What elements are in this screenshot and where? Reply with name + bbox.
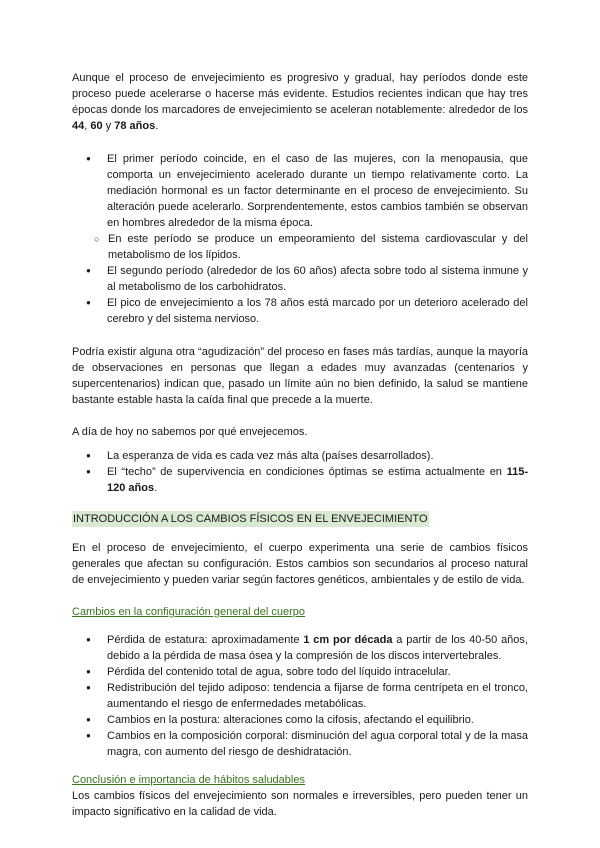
list-item: ● Pérdida de estatura: aproximadamente 1 cm por década a partir de los 40-50 años, debido a la pérdida de masa ósea y la compresión de los discos intervertebrales. <box>72 632 528 664</box>
list-item: ● El pico de envejecimiento a los 78 años está marcado por un deterioro acelerado del cerebro y del sistema nervioso. <box>72 295 528 327</box>
paragraph: A día de hoy no sabemos por qué envejecemos. <box>72 426 308 438</box>
paragraph: Podría existir alguna otra “agudización” del proceso en fases más tardías, aunque la mayoría de observaciones en personas que llegan a edades muy avanzadas (centenarios y supercentenarios) indican que, pasado un límite aún no bien definido, la salud se mantiene bastante estable hasta la caída final que precede a la muerte. <box>72 346 528 406</box>
section-heading: INTRODUCCIÓN A LOS CAMBIOS FÍSICOS EN EL ENVEJECIMIENTO <box>73 513 428 525</box>
physical-changes-list <box>72 632 528 760</box>
subheading-body-changes: Cambios en la configuración general del cuerpo <box>72 606 305 618</box>
list-item: ● Pérdida del contenido total de agua, sobre todo del líquido intracelular. <box>72 664 528 680</box>
list-item: ● Cambios en la composición corporal: disminución del agua corporal total y de la masa magra, con aumento del riesgo de deshidratación. <box>72 728 528 760</box>
list-item: ● El primer período coincide, en el caso de las mujeres, con la menopausia, que comporta un envejecimiento acelerado durante un tiempo relativamente corto. La mediación hormonal es un factor determinante en el proceso de envejecimiento. Su alteración puede acelerarlo. Sorprendentemente, estos cambios también se observan en hombres alrededor de la misma época. ○ En este período se produce un empeoramiento del sistema cardiovascular y del metabolismo de los lípidos. <box>72 151 528 263</box>
list-item: ● El “techo” de supervivencia en condiciones óptimas se estima actualmente en 115-120 años. <box>72 464 528 496</box>
section-paragraph: En el proceso de envejecimiento, el cuerpo experimenta una serie de cambios físicos generales que afectan su configuración. Estos cambios son secundarios al proceso natural de envejecimiento y pueden variar según factores genéticos, ambientales y de estilo de vida. <box>72 542 528 586</box>
subheading-conclusion: Conclusión e importancia de hábitos saludables <box>72 774 305 786</box>
list-item: ● Cambios en la postura: alteraciones como la cifosis, afectando el equilibrio. <box>72 712 528 728</box>
list-item: ○ En este período se produce un empeoramiento del sistema cardiovascular y del metabolismo de los lípidos. <box>72 231 528 263</box>
list-item: ● La esperanza de vida es cada vez más alta (países desarrollados). <box>72 448 528 464</box>
list-item: ● Redistribución del tejido adiposo: tendencia a fijarse de forma centrípeta en el tronco, aumentando el riesgo de enfermedades metabólicas. <box>72 680 528 712</box>
life-expectancy-list <box>72 448 528 496</box>
conclusion-paragraph: Los cambios físicos del envejecimiento son normales e irreversibles, pero pueden tener un impacto significativo en la calidad de vida. <box>72 790 528 818</box>
sub-list <box>72 231 528 263</box>
list-item: ● El segundo período (alrededor de los 60 años) afecta sobre todo al sistema inmune y al metabolismo de los carbohidratos. <box>72 263 528 295</box>
document-page <box>72 70 528 820</box>
intro-paragraph: Aunque el proceso de envejecimiento es progresivo y gradual, hay períodos donde este proceso puede acelerarse o hacerse más evidente. Estudios recientes indican que hay tres épocas donde los marcadores de envejecimiento se aceleran notablemente: alrededor de los 44, 60 y 78 años. <box>72 72 528 132</box>
aging-periods-list <box>72 151 528 327</box>
